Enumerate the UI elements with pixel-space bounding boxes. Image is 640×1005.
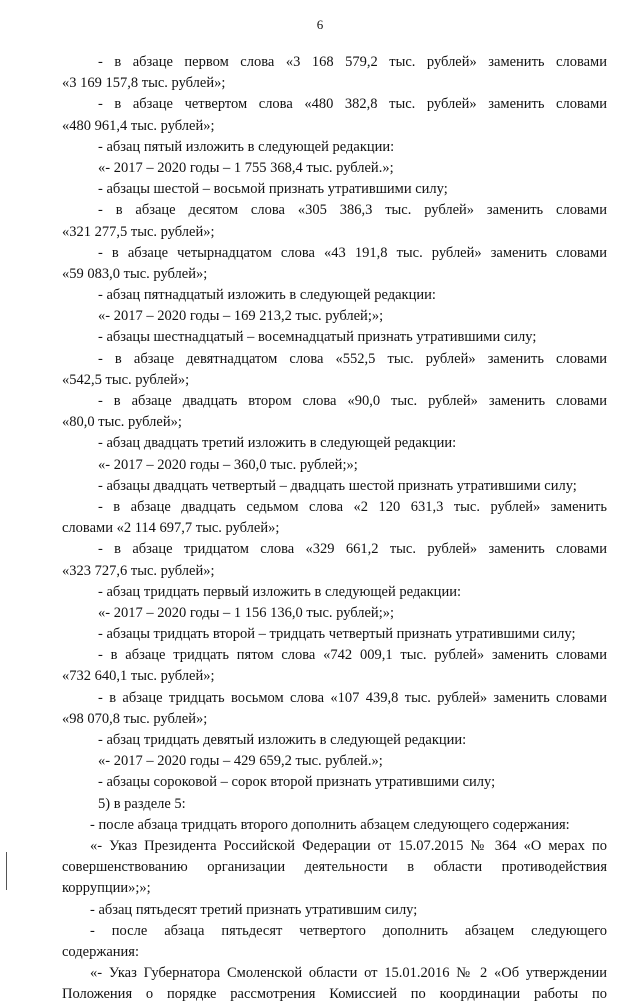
text-line: Положения о порядке рассмотрения Комиссией по координации работы по [62, 986, 607, 1003]
text-line: содержания: [62, 943, 140, 960]
text-line: «3 169 157,8 тыс. рублей»; [62, 75, 226, 92]
text-line: «- Указ Президента Российской Федерации от 15.07.2015 № 364 «О мерах по [90, 837, 607, 854]
text-line: «480 961,4 тыс. рублей»; [62, 117, 215, 134]
text-line: - в абзаце двадцать седьмом слова «2 120 631,3 тыс. рублей» заменить [98, 498, 607, 515]
text-line: - после абзаца пятьдесят четвертого дополнить абзацем следующего [90, 922, 607, 939]
text-line: словами «2 114 697,7 тыс. рублей»; [62, 520, 280, 537]
text-line: - в абзаце четвертом слова «480 382,8 тыс. рублей» заменить словами [98, 96, 607, 113]
page-number: 6 [316, 17, 324, 32]
text-line: - абзац двадцать третий изложить в следующей редакции: [98, 435, 457, 452]
text-line: «321 277,5 тыс. рублей»; [62, 223, 215, 240]
text-line: - в абзаце тридцатом слова «329 661,2 тыс. рублей» заменить словами [98, 541, 607, 558]
text-line: «59 083,0 тыс. рублей»; [62, 265, 208, 282]
text-line: 5) в разделе 5: [98, 795, 186, 812]
text-line: - абзац пятьдесят третий признать утратившим силу; [90, 901, 418, 918]
document-body [62, 52, 607, 1005]
scan-edge-mark [6, 852, 7, 890]
text-line: «323 727,6 тыс. рублей»; [62, 562, 215, 579]
text-line: - абзац пятый изложить в следующей редакции: [98, 138, 395, 155]
text-line: «- 2017 – 2020 годы – 1 755 368,4 тыс. рублей.»; [98, 159, 394, 176]
text-line: - абзацы двадцать четвертый – двадцать шестой признать утратившими силу; [98, 477, 577, 494]
text-line: - в абзаце четырнадцатом слова «43 191,8 тыс. рублей» заменить словами [98, 244, 607, 261]
text-line: - абзац тридцать первый изложить в следующей редакции: [98, 583, 461, 600]
text-line: - в абзаце двадцать втором слова «90,0 тыс. рублей» заменить словами [98, 393, 607, 409]
text-line: коррупции»;»; [62, 880, 151, 897]
text-line: «- 2017 – 2020 годы – 169 213,2 тыс. рублей;»; [98, 308, 384, 325]
text-line: - абзац пятнадцатый изложить в следующей редакции: [98, 287, 436, 304]
text-line: «732 640,1 тыс. рублей»; [62, 668, 215, 685]
text-line: - абзац тридцать девятый изложить в следующей редакции: [98, 732, 467, 748]
text-line: «- Указ Губернатора Смоленской области от 15.01.2016 № 2 «Об утверждении [90, 965, 607, 982]
text-line: - в абзаце тридцать восьмом слова «107 439,8 тыс. рублей» заменить словами [98, 689, 607, 706]
text-line: «98 070,8 тыс. рублей»; [62, 710, 208, 727]
text-line: - абзацы сороковой – сорок второй признать утратившими силу; [98, 774, 496, 791]
text-line: совершенствованию организации деятельности в области противодействия [62, 859, 607, 876]
text-line: - абзацы шестнадцатый – восемнадцатый признать утратившими силу; [98, 329, 537, 346]
text-line: - в абзаце десятом слова «305 386,3 тыс. рублей» заменить словами [98, 202, 607, 219]
text-line: «- 2017 – 2020 годы – 1 156 136,0 тыс. рублей;»; [98, 604, 395, 621]
text-line: - в абзаце тридцать пятом слова «742 009,1 тыс. рублей» заменить словами [98, 647, 607, 664]
text-line: - в абзаце первом слова «3 168 579,2 тыс. рублей» заменить словами [98, 54, 607, 70]
text-line: «- 2017 – 2020 годы – 360,0 тыс. рублей;»; [98, 456, 358, 473]
text-line: - после абзаца тридцать второго дополнить абзацем следующего содержания: [90, 816, 570, 833]
text-line: - в абзаце девятнадцатом слова «552,5 тыс. рублей» заменить словами [98, 350, 607, 367]
text-line: - абзацы шестой – восьмой признать утратившими силу; [98, 181, 448, 198]
text-line: «- 2017 – 2020 годы – 429 659,2 тыс. рублей.»; [98, 753, 383, 770]
text-line: «80,0 тыс. рублей»; [62, 414, 182, 431]
text-line: - абзацы тридцать второй – тридцать четвертый признать утратившими силу; [98, 626, 576, 643]
text-line: «542,5 тыс. рублей»; [62, 371, 190, 388]
